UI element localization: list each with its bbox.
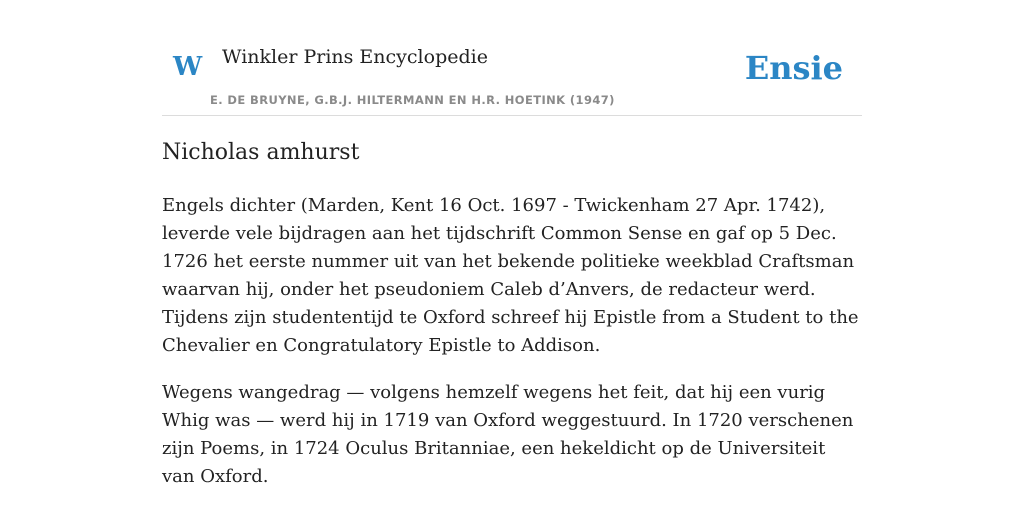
ensie-logo-link[interactable]: Ensie bbox=[744, 49, 843, 87]
book-title[interactable]: Winkler Prins Encyclopedie bbox=[222, 46, 488, 68]
winkler-prins-logo[interactable]: W bbox=[173, 52, 203, 82]
entry-paragraph: Engels dichter (Marden, Kent 16 Oct. 1697 - Twickenham 27 Apr. 1742), leverde vele bijdragen aan het tijdschrift Common Sense en gaf op 5 Dec. 1726 het eerste nummer uit van het bekende politieke weekblad Craftsman waarvan hij, onder het pseudoniem Caleb d’Anvers, de redacteur werd. Tijdens zijn studententijd te Oxford schreef hij Epistle from a Student to the Chevalier en Congratulatory Epistle to Addison. bbox=[162, 195, 859, 356]
entry-paragraph: Wegens wangedrag — volgens hemzelf wegens het feit, dat hij een vurig Whig was — werd hij in 1719 van Oxford weggestuurd. In 1720 verschenen zijn Poems, in 1724 Oculus Britanniae, een hekeldicht op de Universiteit van Oxford. bbox=[162, 382, 854, 487]
entry-content bbox=[162, 192, 862, 510]
book-header bbox=[162, 40, 862, 116]
entry-title: Nicholas amhurst bbox=[162, 140, 360, 165]
book-authors: E. DE BRUYNE, G.B.J. HILTERMANN EN H.R. HOETINK (1947) bbox=[210, 93, 615, 107]
